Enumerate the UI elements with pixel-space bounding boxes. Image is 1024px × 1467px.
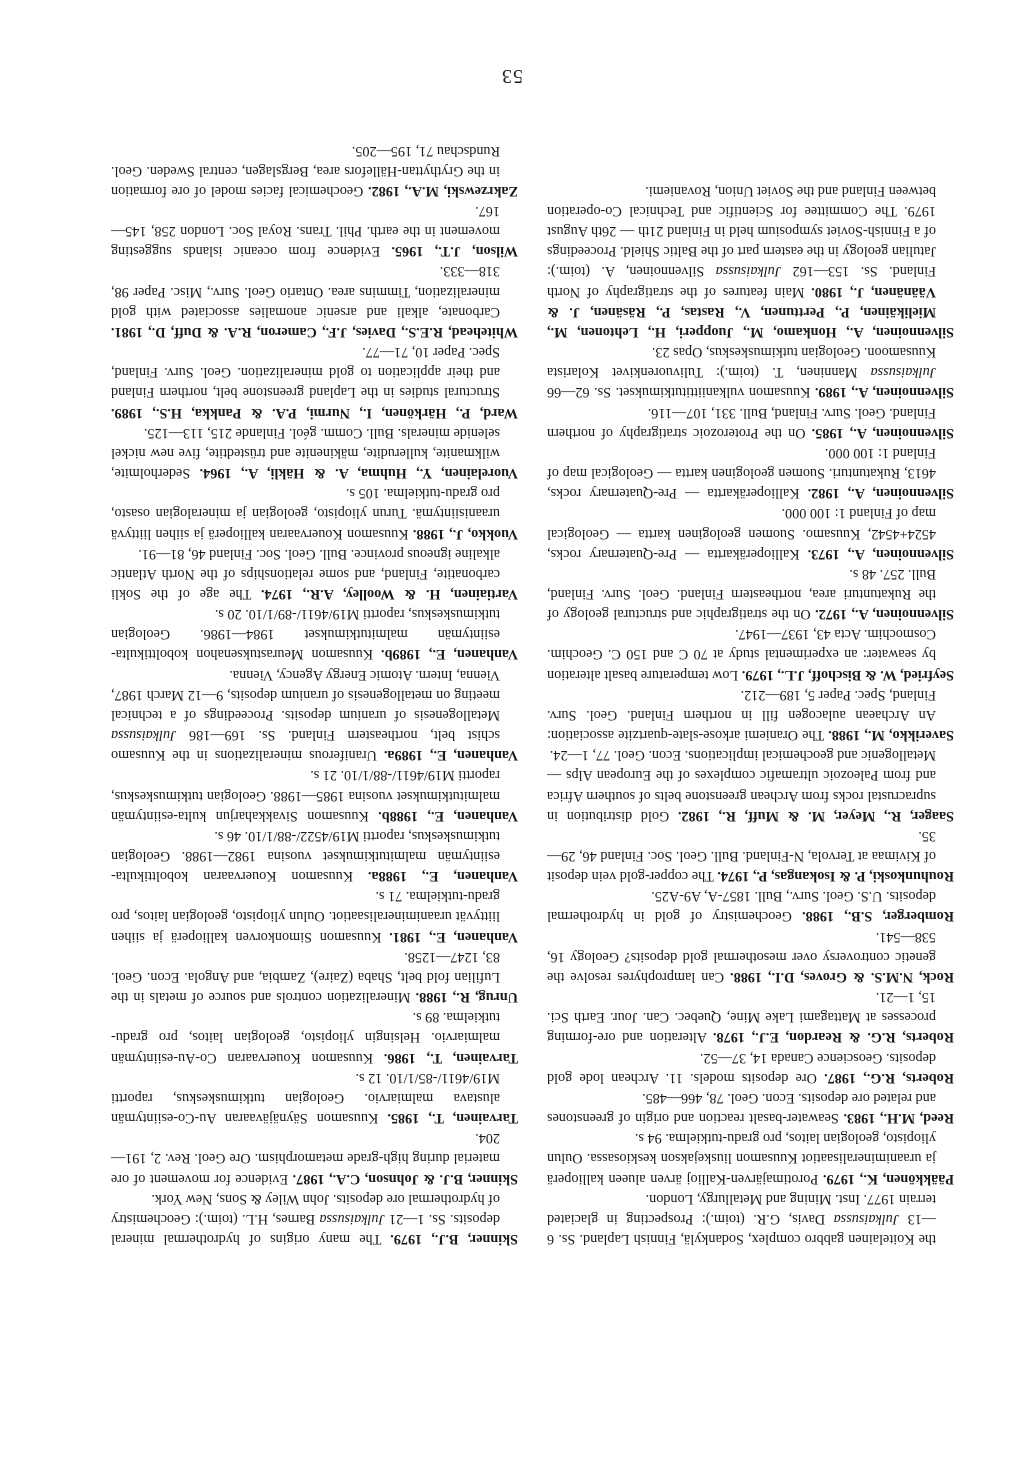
- reference-author-year: Tarvainen, T., 1986.: [383, 1049, 518, 1066]
- reference-author-year: Silvennoinen, A., Honkamo, M., Juopperi, H., Lehtonen, M., Mielikäinen, P., Perttunen, V., Rastas, P., Räsänen, J. & Väänänen, J., 1980.: [547, 283, 954, 340]
- reference-entry: [111, 261, 518, 342]
- reference-author-year: Vartiainen, H. & Woolley, A.R., 1974.: [260, 586, 518, 602]
- reference-entry: [111, 886, 518, 946]
- reference-text: Manninen, T. (toim.): Tulivuorenkivet Kolarista Kuusamoon. Geologian tutkimuskeskus, Opas 23.: [547, 344, 936, 381]
- reference-entry: [111, 201, 518, 261]
- reference-text: Seawater-basalt reaction and origin of greenstones and related ore deposits. Econ. Geol. 78, 466—485.: [547, 1089, 936, 1127]
- reference-text: Kuusamon Sivakkaharjun kulta-esiintymän malmitutkimukset vuosina 1985—1988. Geologian tutkimuskeskus, raportti M19/4611/-88/1/10. 21 s.: [110, 767, 500, 824]
- reference-author-year: Silvennoinen, A., 1985.: [811, 424, 954, 441]
- reference-entry: [547, 443, 954, 503]
- reference-text: Evidence for movement of ore material during high-grade metamorphism. Ore Geol. Rev. 2, 191—204.: [111, 1130, 500, 1187]
- reference-entry: [547, 402, 954, 442]
- reference-entry: [111, 826, 518, 886]
- reference-text: Kallioperäkartta — Pre-Quaternary rocks, 4613, Rukatunturi. Suomen geologinen kartta — Geological map of Finland 1: 100 000.: [547, 444, 936, 502]
- reference-text: Kuusamon Kouervaaran kallioperä ja siihen liittyvä uraanisiintymä. Turun yliopisto, geologian ja mineralogian osasto, pro gradu-tutkielma. 105 s.: [111, 485, 500, 542]
- reference-entry: [111, 1189, 518, 1249]
- reference-entry: [547, 826, 954, 886]
- reference-text: Sederholmite, wilkmanite, kullerudite, mäkinenite and trüstedtite, five new nickel selenide minerals. Bull. Comm. géol. Finlande 215, 113—125.: [111, 424, 500, 482]
- reference-entry: [111, 342, 518, 423]
- reference-entry: [547, 181, 954, 342]
- reference-entry: [111, 423, 518, 483]
- reference-text: Kallioperäkartta — Pre-Quaternary rocks, 4524+4542, Kuusamo. Suomen geologinen kartta — Geological map of Finland 1: 100 000.: [547, 505, 936, 562]
- reference-entry: [111, 664, 518, 765]
- reference-entry: [547, 1047, 954, 1087]
- reference-text: Kuusamon Kouervaaran kobolttikulta-esiintymän malmitutkimukset vuosina 1982—1988. Geologian tutkimuskeskus, raportti M19/4522/-88/1/10. 46 s.: [111, 827, 500, 885]
- reference-italic: Julkaisussa: [319, 1210, 385, 1227]
- reference-text: On the Proterozoic stratigraphy of northern Finland. Geol. Surv. Finland, Bull. 331, 107—116.: [547, 404, 936, 441]
- reference-author-year: Unrug, R., 1988.: [415, 989, 518, 1006]
- reference-entry: [547, 745, 954, 826]
- reference-text: Kuusamon Simonkorven kallioperä ja siihen liittyvät uraanimineralisaatiot. Oulun yliopisto, geologian laitos, pro gradu-tutkielma. 71 s.: [110, 888, 500, 945]
- reference-author-year: Saverikko, M., 1988.: [828, 727, 954, 744]
- reference-italic: Julkaisussa: [715, 263, 782, 280]
- reference-text: Low temperature basalt alteration by seawater: an experimental study at 70 C and 150 C. Geochim. Cosmochim. Acta 43, 1937—1947.: [547, 626, 936, 683]
- reference-text: Geochemical facies model of ore formation in the Grythyttan-Hällefors area, Bergslagen, central Sweden. Geol. Rundschau 71, 195—205.: [111, 142, 500, 199]
- reference-entry: [111, 140, 518, 200]
- reference-text: Uraniferous mineralizations in the Kuusamo schist belt, northeastern Finland. Ss. 169—186: [110, 727, 500, 764]
- reference-entry: [111, 1068, 518, 1128]
- reference-text: On the stratigraphic and structural geology of the Rukatunturi area, northeastern Finland. Geol. Surv. Finland, Bull. 257. 48 s.: [547, 565, 936, 623]
- reference-entry: [547, 886, 954, 926]
- reference-author-year: Vanhanen, E., 1989a.: [383, 747, 518, 764]
- reference-author-year: Whitehead, R.E.S., Davies, J.F., Cameron, R.A. & Duff, D., 1981.: [111, 323, 518, 340]
- reference-author-year: Vanhanen, E., 1981.: [389, 928, 518, 945]
- reference-entry: [547, 1189, 954, 1249]
- reference-text: the Koitelainen gabbro complex, Sodankylä, Finnish Lapland. Ss. 6—13: [547, 1210, 936, 1247]
- reference-italic: Julkaisussa: [833, 1210, 900, 1227]
- reference-entry: [111, 1128, 518, 1188]
- reference-text: Mineralization controls and source of metals in the Lufilian fold belt, Shaba (Zaire), Zambia, and Angola. Econ. Geol. 83, 1247—1258.: [111, 948, 500, 1006]
- reference-entry: [547, 927, 954, 987]
- reference-text: Metallogenesis of uranium deposits. Proceedings of a technical meeting on metallogenesis of uranium deposits, 9—12 March 1987, Vienna, Intern. Atomic Energy Agency, Vienna.: [111, 666, 500, 723]
- reference-author-year: Vuorelainen, Y., Huhma, A. & Häkli, A., 1964.: [199, 465, 518, 482]
- reference-author-year: Vanhanen, E., 1989b.: [381, 646, 518, 663]
- reference-entry: [547, 503, 954, 563]
- reference-text: Geochemistry of gold in hydrothermal deposits. U.S. Geol. Surv., Bull. 1857-A, A9-A25.: [546, 888, 936, 925]
- reference-text: Porotimajärven-Kallioj ärven alueen kallioperä ja uraanimineralisaatiot Kuusamon liuskejakson keskiosassa. Oulun yliopisto, geologian laitos, pro gradu-tutkielma. 94 s.: [546, 1130, 936, 1187]
- reference-author-year: Skinner, B.J. & Johnson, C.A., 1987.: [292, 1170, 518, 1187]
- reference-text: The many origins of hydrothermal mineral deposits. Ss. 1—21: [111, 1210, 500, 1247]
- reference-author-year: Romberger, S.B., 1988.: [802, 908, 954, 925]
- reference-author-year: Vuokko, J., 1988.: [412, 525, 518, 542]
- reference-entry: [547, 987, 954, 1047]
- reference-author-year: Vanhanen, E., 1988b.: [378, 807, 518, 824]
- reference-text: Kuusamon Meurastuksenahon kobolttikulta-esiintymän malmitutkimukset 1984—1986. Geologian tutkimuskeskus, raportti M19/4611/-89/1/10. 20 s.: [111, 606, 500, 663]
- reference-entry: [111, 947, 518, 1007]
- reference-text: Kuusamon vulkaniittitutkimukset. Ss. 62—66: [547, 384, 815, 401]
- reference-italic: Julkaisussa: [870, 364, 936, 381]
- reference-author-year: Roberts, R.G., 1987.: [824, 1069, 954, 1086]
- reference-entry: [111, 1007, 518, 1067]
- reference-entry: [547, 1128, 954, 1188]
- reference-author-year: Tarvainen, T., 1985.: [387, 1110, 518, 1127]
- reference-text: Silvennoinen, A. (toim.): Jatulian geology in the eastern part of the Baltic Shield. Proceedings of a Finnish-Soviet symposium held in Finland 21th — 26th August 1979. The Committee for Scientific and Technical Co-operation between Finland and the Soviet Union, Rovaniemi.: [547, 182, 936, 280]
- reference-author-year: Ward, P., Härkönen, I., Nurmi, P.A. & Pankka, H.S., 1989.: [111, 404, 518, 421]
- reference-author-year: Silvennoinen, A., 1972.: [815, 606, 954, 623]
- reference-text: Kuusamon Säynäjävaaran Au-Co-esiintymän alustava malmiarvio. Geologian tutkimuskeskus, raportti M19/4611/-85/1/10. 12 s.: [111, 1069, 500, 1127]
- reference-entry: [111, 765, 518, 825]
- reference-text: Carbonate, alkali and arsenic anomalies associated with gold mineralization, Timmins area. Ontario Geol. Surv., Misc. Paper 98, 318—333.: [111, 263, 500, 320]
- reference-column-left: [547, 181, 954, 1249]
- reference-text: Alteration and ore-forming processes at Mattagami Lake Mine, Quebec. Can. Jour. Earth Sci. 15, 1—21.: [547, 989, 936, 1046]
- reference-entry: [547, 564, 954, 624]
- reference-author-year: Wilson, J.T., 1965.: [391, 243, 518, 260]
- reference-author-year: Reed, M.H., 1983.: [843, 1110, 954, 1127]
- reference-entry: [111, 483, 518, 543]
- reference-text: Structural studies in the Lapland greenstone belt, northern Finland and their application to gold mineralization. Geol. Surv. Finland, Spec. Paper 10, 71—77.: [111, 344, 500, 401]
- reference-author-year: Roberts, R.G. & Reardon, E.J., 1978.: [713, 1029, 954, 1046]
- reference-text: Gold distribution in supracrustal rocks from Archean greenstone belts of southern Africa and from Paleozoic ultramafic complexes of the European Alps — Metallogenic and geochemical implications. Econ. Geol. 77, 1—24.: [547, 747, 936, 824]
- reference-author-year: Skinner, B.J., 1979.: [390, 1231, 518, 1247]
- reference-italic: Julkaisussa: [111, 727, 177, 744]
- reference-entry: [547, 624, 954, 684]
- reference-text: Can lamprophyres resolve the genetic controversy over mesothermal gold deposits? Geology 16, 538—541.: [547, 928, 936, 985]
- reference-author-year: Silvennoinen, A., 1989.: [814, 384, 954, 401]
- reference-author-year: Zakrzewski, M.A., 1982.: [368, 182, 518, 199]
- reference-text: Davis, G.R. (toim.): Prospecting in glaciated terrain 1977. Inst. Mining and Metallurgy, London.: [546, 1190, 936, 1227]
- reference-author-year: Silvennoinen, A., 1982.: [807, 485, 954, 502]
- reference-text: The Oraniemi arkose-slate-quartzite association: An Archaean aulacogen fill in northern Finland. Geol. Surv. Finland, Spec. Paper 5, 189—212.: [547, 686, 936, 744]
- reference-text: Barnes, H.L. (toim.): Geochemistry of hydrothermal ore deposits. John Wiley & Sons, New York.: [111, 1190, 500, 1227]
- reference-text: The age of the Sokli carbonatite, Finland, and some relationships of the North Atlantic alkaline igneous province. Bull. Geol. Soc. Finland 46, 81—91.: [111, 545, 500, 602]
- reference-entry: [111, 604, 518, 664]
- reference-author-year: Pääkkönen, K., 1979.: [823, 1170, 954, 1187]
- reference-author-year: Saager, R., Meyer, M. & Muff, R., 1982.: [677, 807, 954, 824]
- reference-author-year: Rouhunkoski, P. & Isokangas, P., 1974.: [717, 868, 954, 885]
- reference-text: Ore deposits models. 11. Archean lode gold deposits. Geoscience Canada 14, 37—52.: [547, 1049, 936, 1086]
- reference-author-year: Vanhanen, E., 1988a.: [367, 868, 518, 885]
- page-number: 53: [501, 65, 523, 87]
- reference-author-year: Rock, N.M.S. & Groves, D.I., 1988.: [730, 968, 954, 985]
- reference-entry: [111, 544, 518, 604]
- reference-entry: [547, 685, 954, 745]
- reference-entry: [547, 342, 954, 402]
- reference-entry: [547, 1088, 954, 1128]
- reference-text: Evidence from oceanic islands suggesting movement in the earth. Phil. Trans. Royal Soc. London 258, 145—167.: [110, 203, 500, 260]
- reference-author-year: Silvennoinen, A., 1973.: [807, 545, 954, 562]
- reference-column-right: [111, 140, 518, 1249]
- reference-text: Kuusamon Kouervaaran Co-Au-esiintymän malmiarvio. Helsingin yliopisto, geologian laitos, pro gradu-tutkielma. 89 s.: [111, 1009, 500, 1066]
- reference-text: Main features of the stratigraphy of North Finland. Ss. 153—162: [547, 263, 936, 300]
- reference-text: The copper-gold vein deposit of Kivimaa at Tervola, N-Finland. Bull. Geol. Soc. Finland 46, 29—35.: [547, 827, 936, 885]
- reference-author-year: Seyfried, W. & Bischoff, J.L., 1979.: [741, 666, 954, 683]
